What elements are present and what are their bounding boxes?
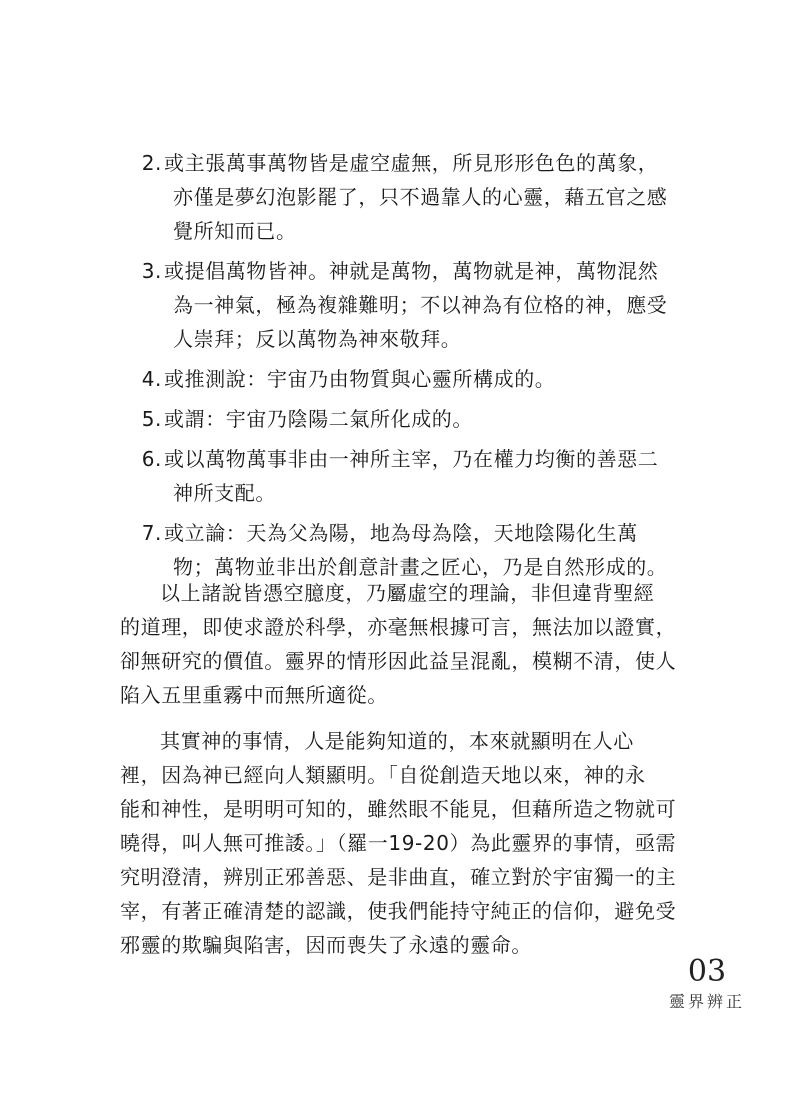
list-item-line: 神所支配。 [173,481,276,505]
paragraph-line: 邪靈的欺騙與陷害，因而喪失了永遠的靈命。 [120,933,532,957]
list-item-line: 為一神氣，極為複雜難明；不以神為有位格的神，應受 [173,293,668,317]
list-item-number: 6. [141,447,162,471]
list-item-line: 或推測說：宇宙乃由物質與心靈所構成的。 [164,367,556,391]
list-item-number: 2. [141,151,162,175]
list-item-line: 亦僅是夢幻泡影罷了，只不過靠人的心靈，藉五官之感 [173,185,668,209]
list-item [138,362,678,396]
list-item-line: 或以萬物萬事非由一神所主宰，乃在權力均衡的善惡二 [164,447,659,471]
list-item-number: 4. [141,367,162,391]
paragraph-line: 以上諸說皆憑空臆度，乃屬虛空的理論，非但違背聖經 [160,581,655,605]
paragraph-line: 裡，因為神已經向人類顯明。「自從創造天地以來，神的永 [120,763,646,787]
list-item [138,254,678,356]
page-footer [669,955,745,1012]
list-item-number: 7. [141,521,162,545]
paragraph [120,724,680,962]
list-item-line: 人崇拜；反以萬物為神來敬拜。 [173,327,462,351]
list-item-line: 或提倡萬物皆神。神就是萬物，萬物就是神，萬物混然 [164,259,659,283]
paragraph-line: 宰，有著正確清楚的認識，使我們能持守純正的信仰，避免受 [120,899,677,923]
list-item-number: 3. [141,259,162,283]
paragraph-line: 的道理，即使求證於科學，亦毫無根據可言，無法加以證實， [120,615,677,639]
list-item [138,516,678,584]
book-title: 靈界辨正 [668,992,745,1011]
list-item-line: 或立論：天為父為陽，地為母為陰，天地陰陽化生萬 [164,521,638,545]
body-paragraphs [120,576,680,974]
list-item-line: 物；萬物並非出於創意計畫之匠心，乃是自然形成的。 [173,555,668,579]
list-item [138,402,678,436]
numbered-list [138,146,678,590]
paragraph-line: 卻無研究的價值。靈界的情形因此益呈混亂，模糊不清，使人 [120,649,677,673]
list-item [138,146,678,248]
paragraph [120,576,680,712]
paragraph-line: 究明澄清，辨別正邪善惡、是非曲直，確立對於宇宙獨一的主 [120,865,677,889]
paragraph-line: 陷入五里重霧中而無所適從。 [120,683,388,707]
paragraph-line: 曉得，叫人無可推諉。」（羅一19-20）為此靈界的事情，亟需 [120,831,677,855]
paragraph-line: 其實神的事情，人是能夠知道的，本來就顯明在人心 [160,729,634,753]
page-number: 03 [687,954,727,989]
list-item-number: 5. [141,407,162,431]
list-item [138,442,678,510]
list-item-line: 覺所知而已。 [173,219,297,243]
list-item-line: 或主張萬事萬物皆是虛空虛無，所見形形色色的萬象， [164,151,659,175]
list-item-line: 或謂：宇宙乃陰陽二氣所化成的。 [164,407,473,431]
paragraph-line: 能和神性，是明明可知的，雖然眼不能見，但藉所造之物就可 [120,797,677,821]
